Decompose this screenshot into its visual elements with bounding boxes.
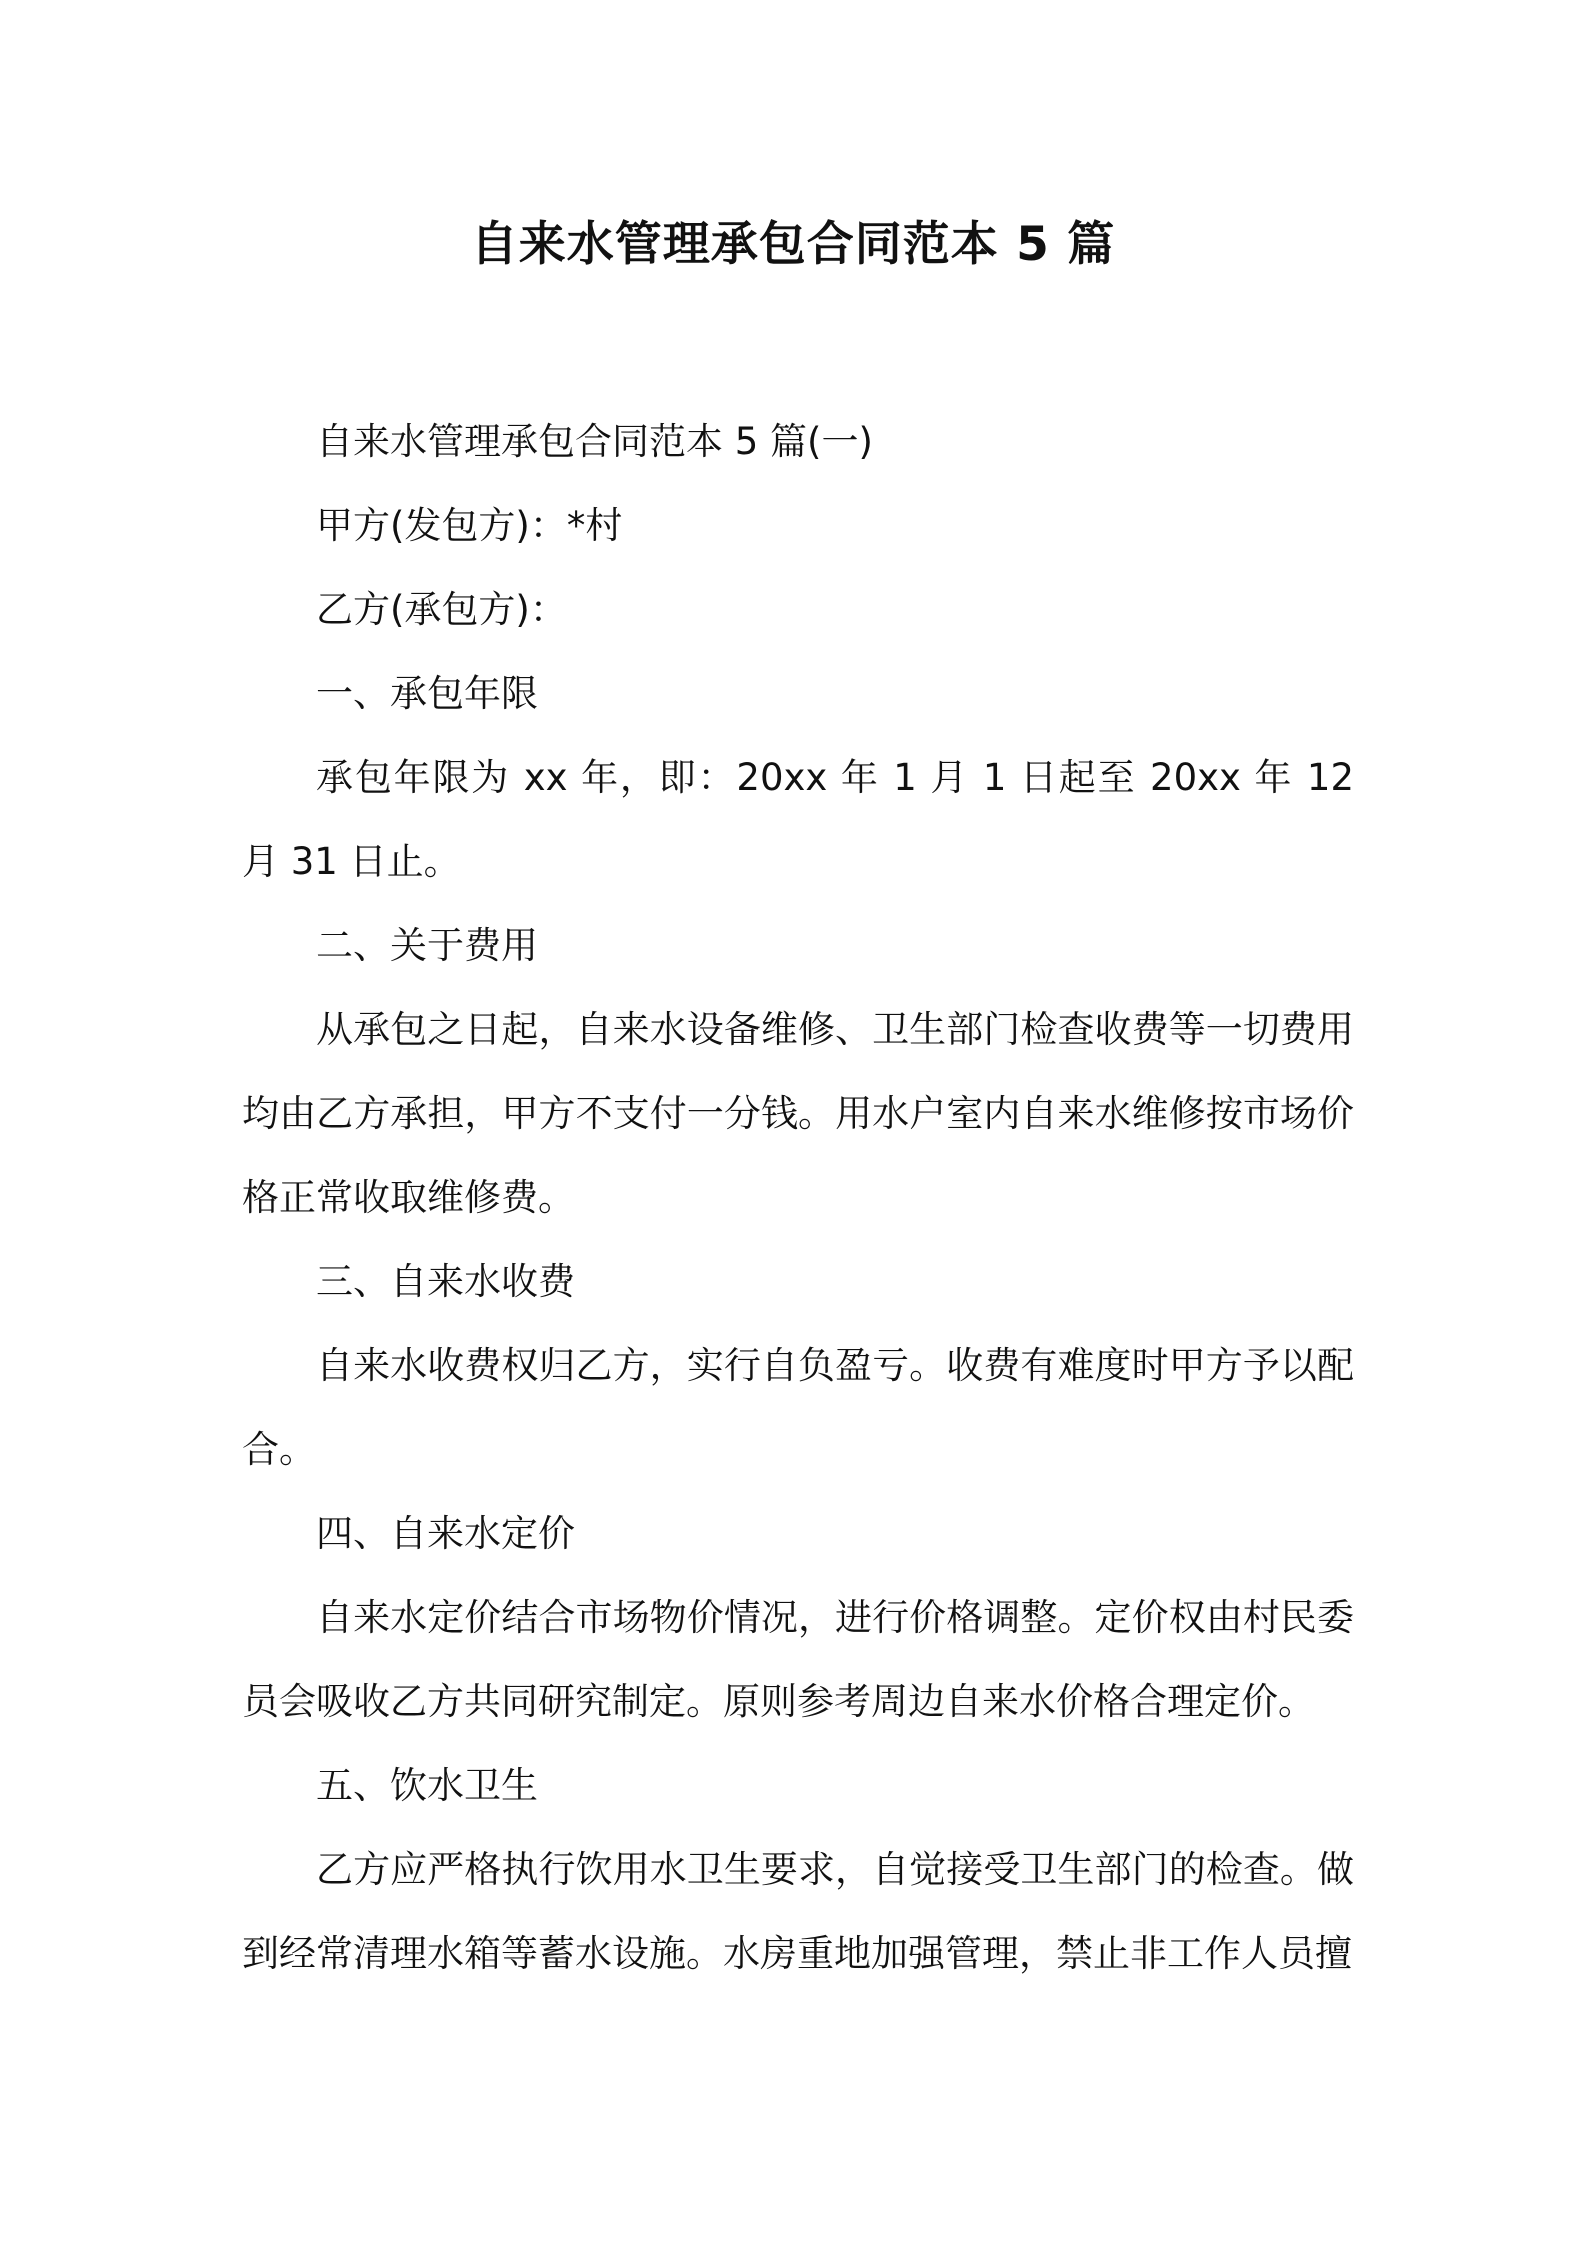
- paragraph-pricing-body: 自来水定价结合市场物价情况，进行价格调整。定价权由村民委员会吸收乙方共同研究制定。原则参考周边自来水价格合理定价。: [242, 1596, 1354, 1723]
- paragraph-heading-fees: 二、关于费用: [316, 924, 538, 967]
- paragraph-charges-body: 自来水收费权归乙方，实行自负盈亏。收费有难度时甲方予以配合。: [242, 1344, 1354, 1471]
- document-body: [242, 400, 1354, 1996]
- paragraph-heading-pricing: 四、自来水定价: [316, 1512, 575, 1555]
- paragraph-section-heading: 自来水管理承包合同范本 5 篇(一): [316, 420, 873, 463]
- paragraph-heading-term: 一、承包年限: [316, 672, 538, 715]
- paragraph-hygiene-body: 乙方应严格执行饮用水卫生要求，自觉接受卫生部门的检查。做到经常清理水箱等蓄水设施。水房重地加强管理，禁止非工作人员擅: [242, 1848, 1354, 1975]
- paragraph-heading-hygiene: 五、饮水卫生: [316, 1764, 538, 1807]
- document-title: 自来水管理承包合同范本 5 篇: [470, 217, 1116, 272]
- paragraph-fees-body: 从承包之日起，自来水设备维修、卫生部门检查收费等一切费用均由乙方承担，甲方不支付一分钱。用水户室内自来水维修按市场价格正常收取维修费。: [242, 1008, 1354, 1219]
- paragraph-party-b: 乙方(承包方)：: [316, 588, 567, 631]
- paragraph-term-body: 承包年限为 xx 年，即：20xx 年 1 月 1 日起至 20xx 年 12 月 31 日止。: [242, 756, 1354, 883]
- paragraph-party-a: 甲方(发包方)：*村: [316, 504, 623, 547]
- paragraph-heading-charges: 三、自来水收费: [316, 1260, 575, 1303]
